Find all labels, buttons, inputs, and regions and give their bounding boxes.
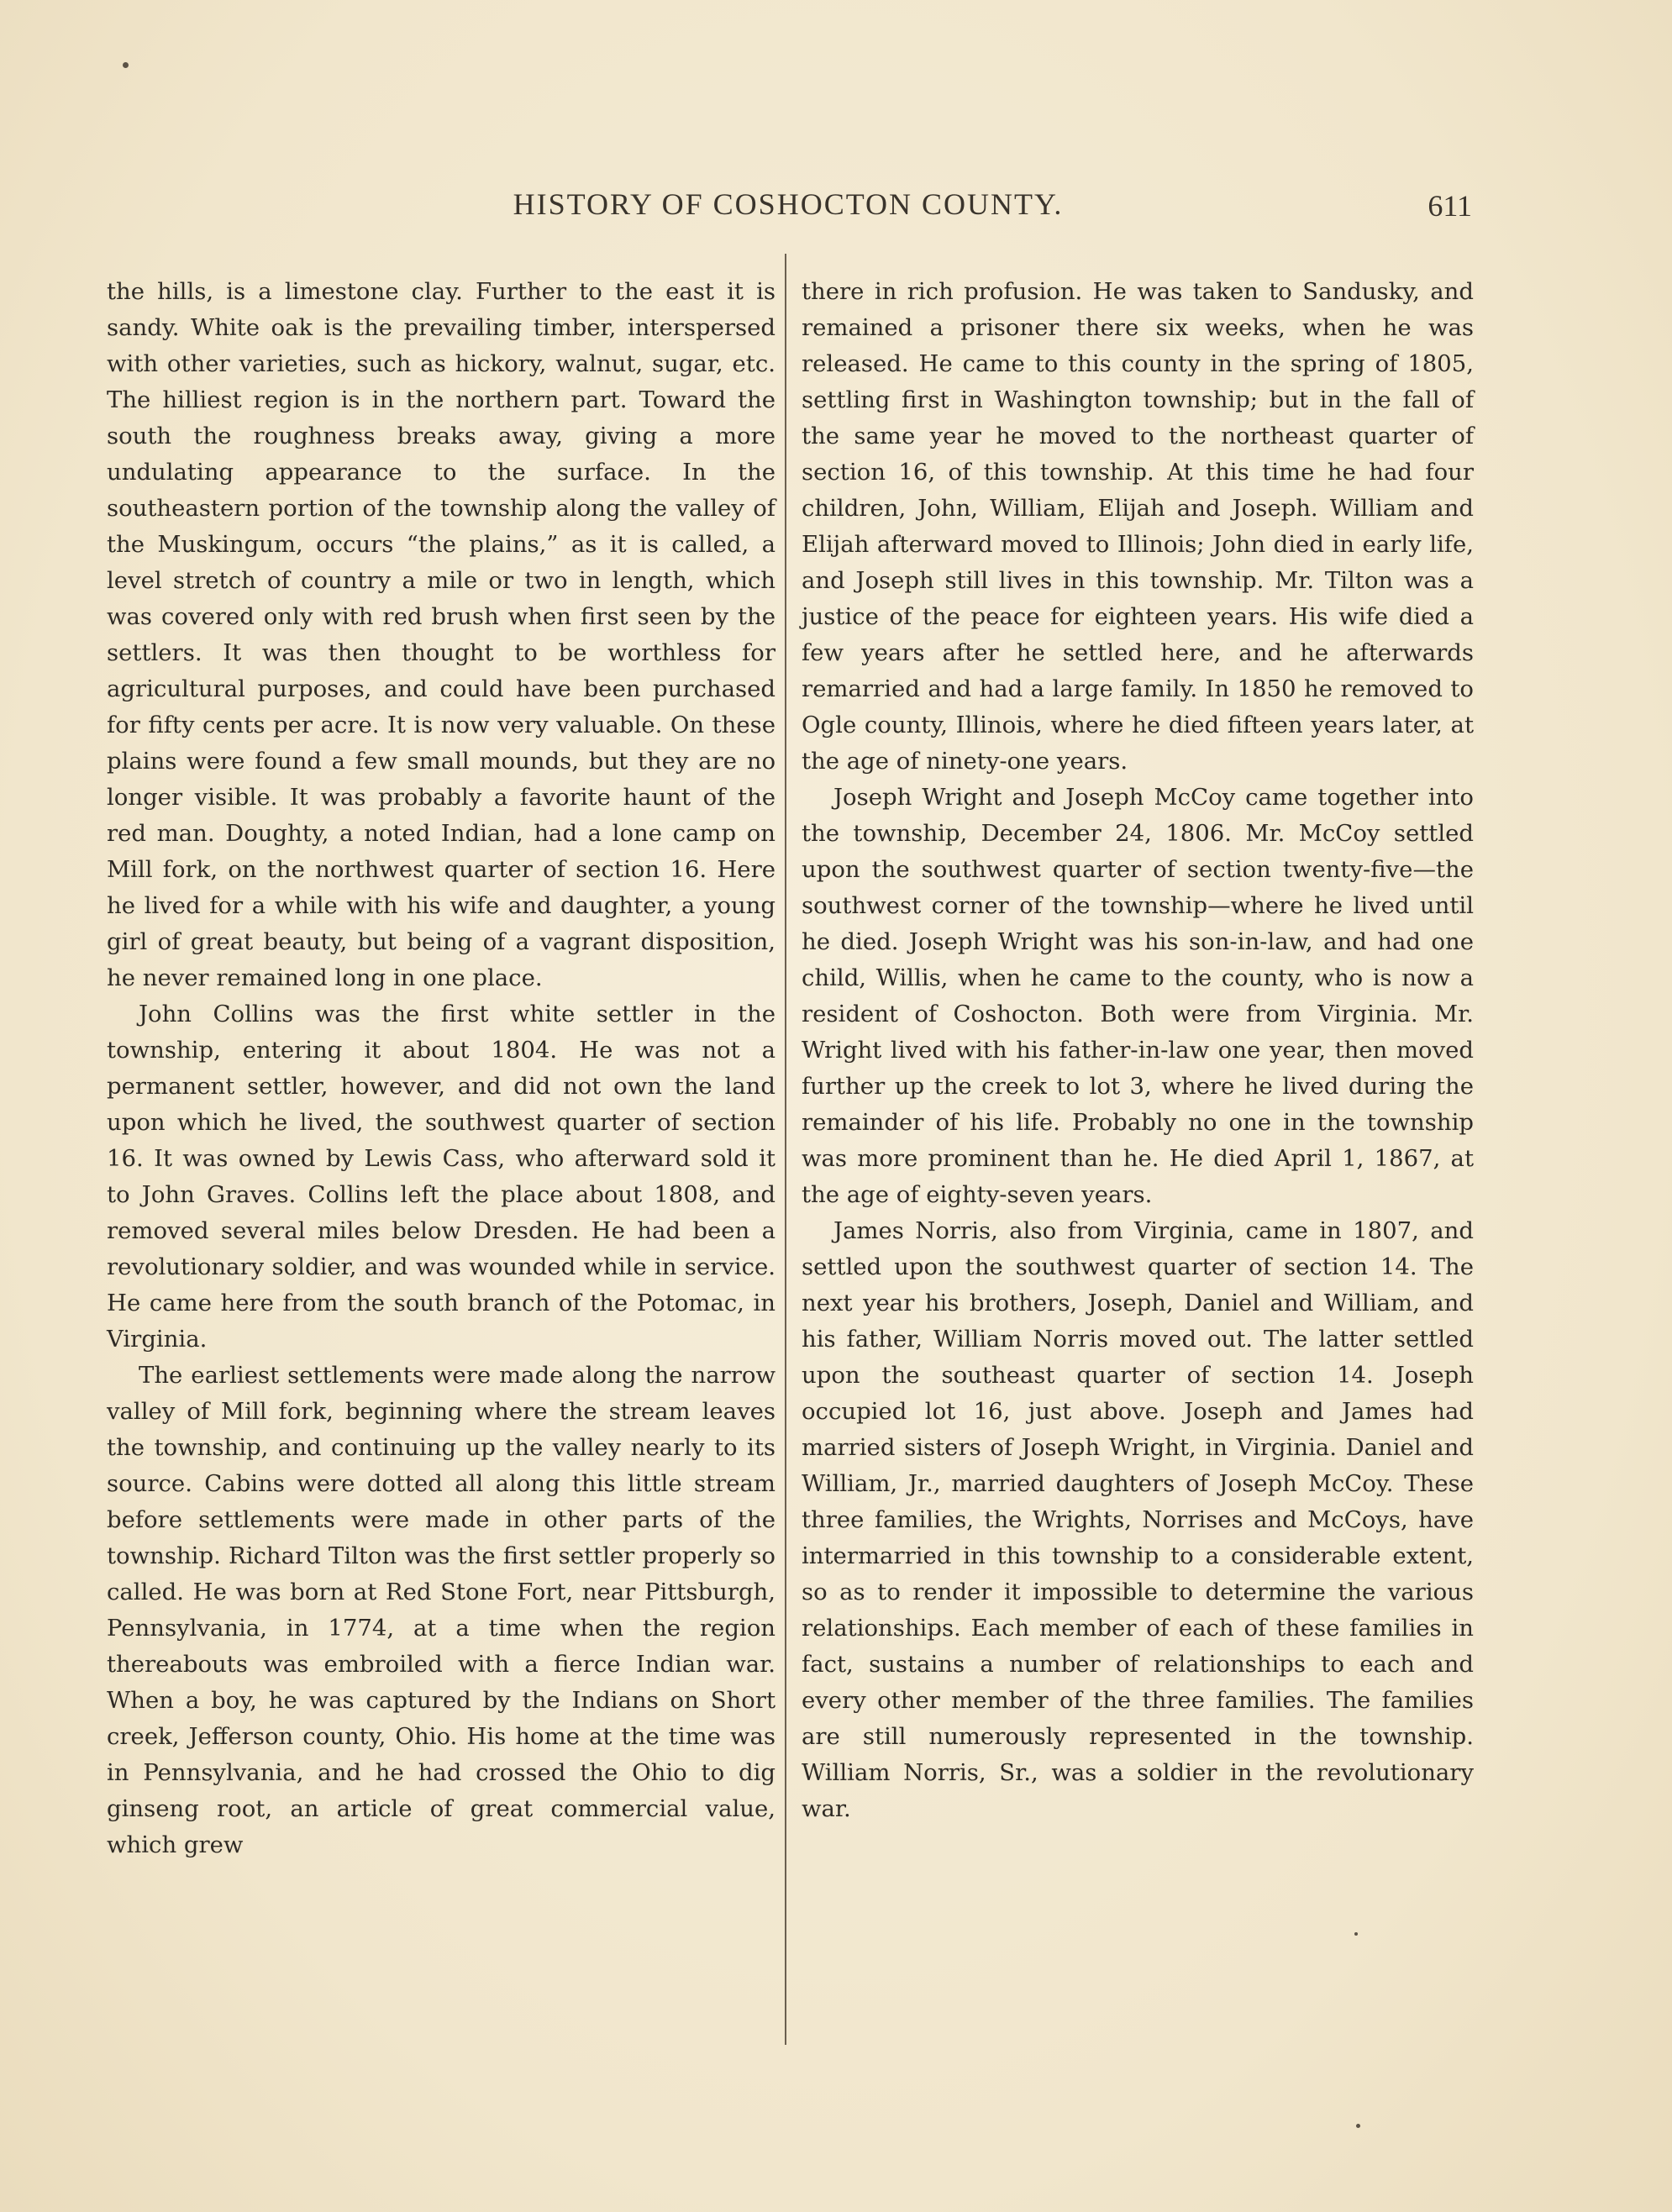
paragraph: Joseph Wright and Joseph McCoy came together into the township, December 24, 1806. Mr. McCoy settled upon the southwest quarter of section twenty-five—the southwest corner of the township—where he lived until he died. Joseph Wright was his son-in-law, and had one child, Willis, when he came to the county, who is now a resident of Coshocton. Both were from Virginia. Mr. Wright lived with his father-in-law one year, then moved further up the creek to lot 3, where he lived during the remainder of his life. Probably no one in the township was more prominent than he. He died April 1, 1867, at the age of eighty-seven years. xyxy=(802,784,1474,1208)
paragraph: The earliest settlements were made along the narrow valley of Mill fork, beginning where the stream leaves the township, and continuing up the valley nearly to its source. Cabins were dotted all along this little stream before settlements were made in other parts of the township. Richard Tilton was the first settler properly so called. He was born at Red Stone Fort, near Pittsburgh, Pennsylvania, in 1774, at a time when the region thereabouts was embroiled with a fierce Indian war. When a boy, he was captured by the Indians on Short creek, Jefferson county, Ohio. His home at the time was in Pennsylvania, and he had crossed the Ohio to dig ginseng root, an article of great commercial value, which grew xyxy=(107,1362,776,1858)
ink-speck xyxy=(123,62,129,68)
running-title: HISTORY OF COSHOCTON COUNTY. xyxy=(513,187,1064,221)
right-column xyxy=(802,274,1474,1827)
paragraph: the hills, is a limestone clay. Further to the east it is sandy. White oak is the prevailing timber, interspersed with other varieties, such as hickory, walnut, sugar, etc. The hilliest region is in the northern part. Toward the south the roughness breaks away, giving a more undulating appearance to the surface. In the southeastern portion of the township along the valley of the Muskingum, occurs “the plains,” as it is called, a level stretch of country a mile or two in length, which was covered only with red brush when first seen by the settlers. It was then thought to be worthless for agricultural purposes, and could have been purchased for fifty cents per acre. It is now very valuable. On these plains were found a few small mounds, but they are no longer visible. It was probably a favorite haunt of the red man. Doughty, a noted Indian, had a lone camp on Mill fork, on the northwest quarter of section 16. Here he lived for a while with his wife and daughter, a young girl of great beauty, but being of a vagrant disposition, he never remained long in one place. xyxy=(107,278,776,991)
running-header xyxy=(108,187,1472,227)
paragraph: John Collins was the first white settler in the township, entering it about 1804. He was not a permanent settler, however, and did not own the land upon which he lived, the southwest quarter of section 16. It was owned by Lewis Cass, who afterward sold it to John Graves. Collins left the place about 1808, and removed several miles below Dresden. He had been a revolutionary soldier, and was wounded while in service. He came here from the south branch of the Potomac, in Virginia. xyxy=(107,1001,776,1353)
ink-speck xyxy=(1356,2124,1360,2128)
page-number: 611 xyxy=(1428,189,1472,223)
left-column xyxy=(107,274,776,1863)
column-divider xyxy=(785,254,786,2045)
ink-speck xyxy=(1354,1932,1358,1936)
paragraph: there in rich profusion. He was taken to Sandusky, and remained a prisoner there six weeks, when he was released. He came to this county in the spring of 1805, settling first in Washington township; but in the fall of the same year he moved to the northeast quarter of section 16, of this township. At this time he had four children, John, William, Elijah and Joseph. William and Elijah afterward moved to Illinois; John died in early life, and Joseph still lives in this township. Mr. Tilton was a justice of the peace for eighteen years. His wife died a few years after he settled here, and he afterwards remarried and had a large family. In 1850 he removed to Ogle county, Illinois, where he died fifteen years later, at the age of ninety-one years. xyxy=(802,278,1474,775)
paragraph: James Norris, also from Virginia, came in 1807, and settled upon the southwest quarter of section 14. The next year his brothers, Joseph, Daniel and William, and his father, William Norris moved out. The latter settled upon the southeast quarter of section 14. Joseph occupied lot 16, just above. Joseph and James had married sisters of Joseph Wright, in Virginia. Daniel and William, Jr., married daughters of Joseph McCoy. These three families, the Wrights, Norrises and McCoys, have intermarried in this township to a considerable extent, so as to render it impossible to determine the various relationships. Each member of each of these families in fact, sustains a number of relationships to each and every other member of the three families. The families are still numerously represented in the township. William Norris, Sr., was a soldier in the revolutionary war. xyxy=(802,1217,1474,1822)
